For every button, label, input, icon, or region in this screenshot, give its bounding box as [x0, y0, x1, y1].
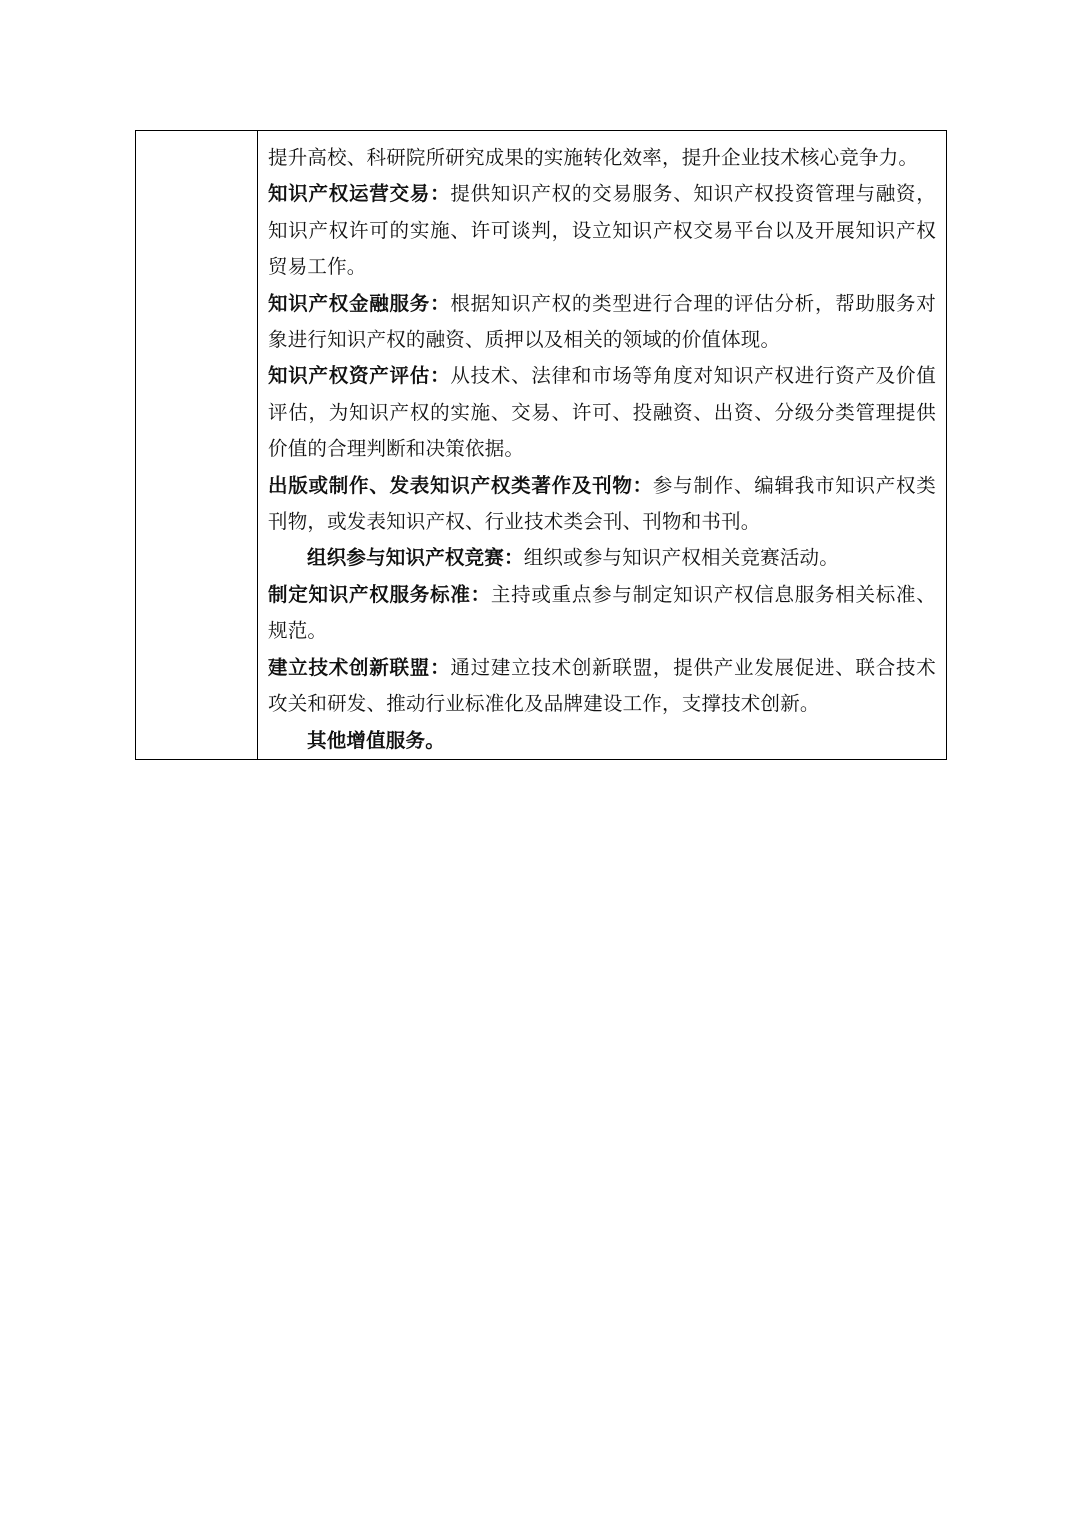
table-cell-content: [258, 131, 947, 760]
paragraph-body: 通过建立技术创新联盟，提供产业发展促进、联合技术攻关和研发、推动行业标准化及品牌建设工作，支撑技术创新。: [268, 655, 936, 716]
paragraph-standards: 制定知识产权服务标准：主持或重点参与制定知识产权信息服务相关标准、规范。: [268, 582, 936, 643]
paragraph-title: 制定知识产权服务标准: [268, 582, 471, 606]
table-cell-category: [136, 131, 258, 760]
paragraph-competition: 组织参与知识产权竞赛：组织或参与知识产权相关竞赛活动。: [307, 546, 839, 570]
paragraph-body: 从技术、法律和市场等角度对知识产权进行资产及价值评估，为知识产权的实施、交易、许可、投融资、出资、分级分类管理提供价值的合理判断和决策依据。: [268, 364, 936, 461]
paragraph-body: 根据知识产权的类型进行合理的评估分析，帮助服务对象进行知识产权的融资、质押以及相关的领域的价值体现。: [268, 291, 936, 352]
paragraph-title: 组织参与知识产权竞赛: [307, 546, 505, 570]
paragraph-intro: [268, 140, 936, 176]
table-row: [136, 131, 947, 760]
paragraph-publications: 出版或制作、发表知识产权类著作及刊物：参与制作、编辑我市知识产权类刊物，或发表知识产权、行业技术类会刊、刊物和书刊。: [268, 473, 936, 534]
paragraph-title: 建立技术创新联盟: [268, 655, 431, 679]
service-description: [258, 131, 946, 759]
paragraph-title: 知识产权金融服务: [268, 291, 431, 315]
paragraph-body: 提升高校、科研院所研究成果的实施转化效率，提升企业技术核心竞争力。: [268, 146, 919, 169]
paragraph-body: 参与制作、编辑我市知识产权类刊物，或发表知识产权、行业技术类会刊、刊物和书刊。: [268, 473, 936, 534]
paragraph-body: 提供知识产权的交易服务、知识产权投资管理与融资，知识产权许可的实施、许可谈判，设立知识产权交易平台以及开展知识产权贸易工作。: [268, 182, 936, 279]
paragraph-title: 知识产权运营交易: [268, 182, 431, 206]
paragraph-body: 主持或重点参与制定知识产权信息服务相关标准、规范。: [268, 582, 936, 643]
paragraph-title: 知识产权资产评估: [268, 364, 431, 388]
paragraph-title: 出版或制作、发表知识产权类著作及刊物: [268, 473, 633, 497]
paragraph-ip-trading: 知识产权运营交易：提供知识产权的交易服务、知识产权投资管理与融资，知识产权许可的实施、许可谈判，设立知识产权交易平台以及开展知识产权贸易工作。: [268, 182, 936, 279]
paragraph-body: 组织或参与知识产权相关竞赛活动。: [523, 546, 839, 570]
services-table: [135, 130, 947, 760]
paragraph-innovation-alliance: 建立技术创新联盟：通过建立技术创新联盟，提供产业发展促进、联合技术攻关和研发、推动行业标准化及品牌建设工作，支撑技术创新。: [268, 655, 936, 716]
paragraph-ip-valuation: 知识产权资产评估：从技术、法律和市场等角度对知识产权进行资产及价值评估，为知识产权的实施、交易、许可、投融资、出资、分级分类管理提供价值的合理判断和决策依据。: [268, 364, 936, 461]
paragraph-other-services: [268, 723, 936, 759]
paragraph-title: 其他增值服务。: [307, 728, 445, 752]
paragraph-ip-finance: 知识产权金融服务：根据知识产权的类型进行合理的评估分析，帮助服务对象进行知识产权的融资、质押以及相关的领域的价值体现。: [268, 291, 936, 352]
